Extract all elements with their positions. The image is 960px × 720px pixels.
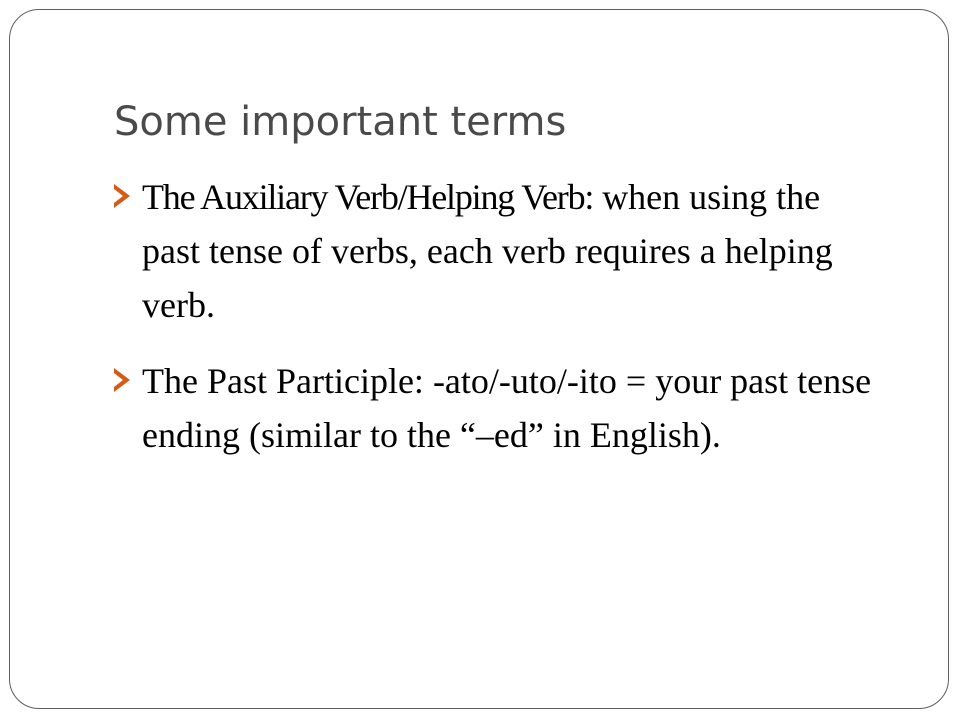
bullet-term: The Auxiliary Verb/Helping Verb: (142, 177, 594, 217)
bullet-item-auxiliary-verb (114, 170, 874, 332)
bullet-item-past-participle (114, 354, 874, 462)
arrowhead-bullet-icon (114, 368, 130, 392)
bullet-text: when using the past tense of verbs, each verb requires a helping verb. (142, 177, 833, 325)
arrowhead-bullet-icon (114, 184, 130, 208)
slide-frame (9, 9, 949, 709)
bullet-text: -ato/-uto/-ito = your past tense ending (similar to the “–ed” in English). (142, 361, 872, 455)
bullet-list (114, 170, 874, 484)
bullet-term: The Past Participle: (142, 361, 424, 401)
slide-title: Some important terms (114, 99, 567, 145)
